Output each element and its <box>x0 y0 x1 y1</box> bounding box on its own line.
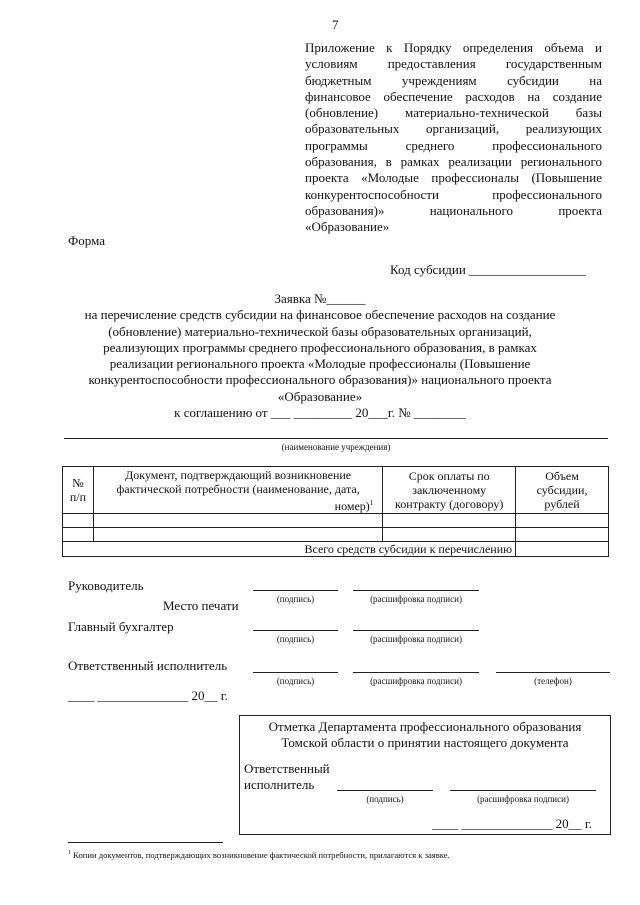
col-term-header: Срок оплаты по заключенному контракту (договору) <box>383 467 516 514</box>
caption-decode: (расшифровка подписи) <box>370 634 462 644</box>
stamp-executor-label: Ответственный исполнитель <box>244 761 330 793</box>
col-document-header: Документ, подтверждающий возникновение фактической потребности (наименование, дата, номер)$^1$ <box>93 467 382 514</box>
form-label: Форма <box>68 233 105 248</box>
appendix-line: (обновление) материально-технической базы <box>305 105 602 121</box>
appendix-block <box>305 40 602 236</box>
caption-phone: (телефон) <box>534 676 572 686</box>
date-line[interactable]: ____ ______________ 20__ г. <box>68 688 228 703</box>
stamp-decode-line[interactable] <box>450 790 596 791</box>
footnote-ref: 1 <box>369 498 374 507</box>
stamp-sign-line[interactable] <box>337 790 433 791</box>
appendix-line: конкурентоспособности профессионального <box>305 186 602 202</box>
executor-decode-line[interactable] <box>353 672 479 673</box>
appendix-line: образования, в рамках реализации регионального <box>305 154 602 170</box>
stamp-caption-sign: (подпись) <box>366 794 404 804</box>
accountant-sign-line[interactable] <box>253 630 338 631</box>
appendix-line: образовательных организаций, реализующих <box>305 121 602 137</box>
appendix-line: программы среднего профессионального <box>305 137 602 153</box>
col-amount-header: Объем субсидии, рублей <box>516 467 609 514</box>
caption-sign: (подпись) <box>276 676 315 686</box>
appendix-line: «Образование» <box>305 219 390 235</box>
appendix-line: образования)» национального проекта <box>305 202 602 218</box>
page-number: 7 <box>332 17 339 32</box>
subsidy-code: Код субсидии __________________ <box>390 262 587 277</box>
cell[interactable] <box>516 528 609 542</box>
title-line: к соглашению от ___ _________ 20___г. № ________ <box>174 405 466 421</box>
appendix-line: проекта «Молодые профессионалы (Повышение <box>305 170 602 186</box>
title-line: на перечисление средств субсидии на финансовое обеспечение расходов на создание <box>84 307 556 323</box>
title-line: реализующих программы среднего профессионального образования, в рамках <box>103 339 537 355</box>
col-number-header: № п/п <box>63 467 94 514</box>
appendix-line: условиям предоставления государственным <box>305 56 602 72</box>
title-line: «Образование» <box>277 388 363 404</box>
cell[interactable] <box>63 514 94 528</box>
stamp-date-line[interactable]: ____ ______________ 20__ г. <box>432 816 592 831</box>
seal-label: Место печати <box>163 598 239 613</box>
cell[interactable] <box>63 528 94 542</box>
executor-phone-line[interactable] <box>496 672 610 673</box>
request-title <box>40 291 600 421</box>
title-line: Заявка №______ <box>274 291 366 306</box>
institution-line[interactable] <box>64 438 608 439</box>
head-sign-line[interactable] <box>253 590 338 591</box>
footnote <box>68 848 608 861</box>
subsidy-table <box>62 466 609 557</box>
department-stamp-box <box>239 715 611 835</box>
title-line: (обновление) материально-технической базы образовательных организаций, <box>108 323 532 339</box>
executor-label: Ответственный исполнитель <box>68 658 228 673</box>
executor-sign-line[interactable] <box>253 672 338 673</box>
caption-sign: (подпись) <box>276 634 315 644</box>
cell[interactable] <box>93 514 382 528</box>
stamp-caption-decode: (расшифровка подписи) <box>477 794 569 804</box>
caption-decode: (расшифровка подписи) <box>370 676 462 686</box>
appendix-line: бюджетным учреждениям субсидии на <box>305 72 602 88</box>
footnote-mark: 1 <box>68 850 71 856</box>
caption-sign: (подпись) <box>276 594 315 604</box>
table-row[interactable] <box>63 514 609 528</box>
total-value-cell[interactable] <box>516 542 609 557</box>
accountant-decode-line[interactable] <box>353 630 479 631</box>
cell[interactable] <box>383 528 516 542</box>
footnote-text: Копии документов, подтверждающих возникновение фактической потребности, прилагаются к заявке. <box>73 849 450 860</box>
accountant-label: Главный бухгалтер <box>68 619 174 634</box>
head-label: Руководитель <box>68 578 144 593</box>
cell[interactable] <box>383 514 516 528</box>
table-row[interactable] <box>63 528 609 542</box>
stamp-title: Отметка Департамента профессионального образования Томской области о принятии настоящего документа <box>268 719 582 751</box>
institution-caption: (наименование учреждения) <box>281 442 391 452</box>
caption-decode: (расшифровка подписи) <box>370 594 462 604</box>
title-line: реализации регионального проекта «Молодые профессионалы (Повышение <box>109 356 531 372</box>
head-decode-line[interactable] <box>353 590 479 591</box>
table-header-row <box>63 467 609 514</box>
appendix-line: Приложение к Порядку определения объема и <box>305 40 602 55</box>
table-total-row <box>63 542 609 557</box>
cell[interactable] <box>516 514 609 528</box>
footnote-separator <box>68 842 223 843</box>
title-line: конкурентоспособности профессионального образования)» национального проекта <box>88 372 552 388</box>
total-label: Всего средств субсидии к перечислению <box>63 542 516 557</box>
cell[interactable] <box>93 528 382 542</box>
appendix-line: финансовое обеспечение расходов на создание <box>305 88 602 104</box>
